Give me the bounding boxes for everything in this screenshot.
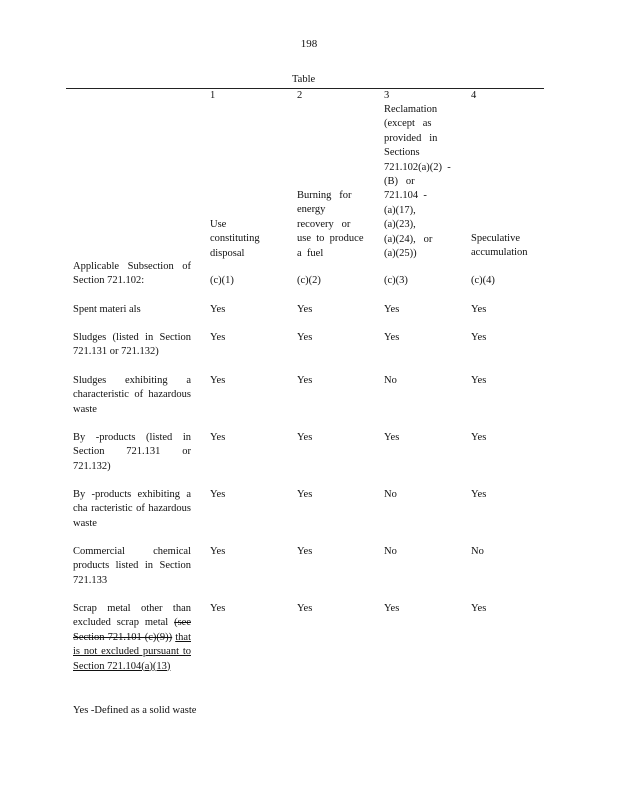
inserted-text: that is not excluded pursuant to Section 721.104(a)(13) bbox=[73, 631, 191, 672]
stub-heading: Applicable Subsection of Section 721.102: bbox=[73, 261, 191, 287]
table-cell: No bbox=[384, 489, 397, 500]
table-cell: Yes bbox=[210, 304, 226, 315]
table-cell: Yes bbox=[297, 603, 313, 614]
table-cell: Yes bbox=[471, 375, 487, 386]
table-cell: Yes bbox=[297, 432, 313, 443]
row-label-sludges-listed: Sludges (listed in Section 721.131 or 721.132) bbox=[73, 332, 191, 358]
row-label-byproducts-listed: By -products (listed in Section 721.131 or 721.132) bbox=[73, 432, 191, 472]
table-cell: Yes bbox=[471, 304, 487, 315]
table-cell: Yes bbox=[210, 375, 226, 386]
column-4-number: 4 bbox=[471, 90, 477, 101]
deleted-text: (see Section 721.101 (c)(9)) bbox=[73, 617, 191, 643]
column-3-code: (c)(3) bbox=[384, 275, 408, 286]
column-4-code: (c)(4) bbox=[471, 275, 495, 286]
row-label-commercial-chemical-products: Commercial chemical products listed in Section 721.133 bbox=[73, 546, 191, 586]
column-3-number: 3 bbox=[384, 90, 390, 101]
table-cell: Yes bbox=[297, 489, 313, 500]
table-cell: Yes bbox=[384, 332, 400, 343]
column-2-code: (c)(2) bbox=[297, 275, 321, 286]
table-cell: Yes bbox=[210, 546, 226, 557]
table-cell: Yes bbox=[297, 304, 313, 315]
row-label-byproducts-characteristic: By -products exhibiting a cha racteristic of hazardous waste bbox=[73, 489, 191, 529]
table-cell: Yes bbox=[471, 332, 487, 343]
row-label-sludges-characteristic: Sludges exhibiting a characteristic of hazardous waste bbox=[73, 375, 191, 415]
table-cell: Yes bbox=[210, 603, 226, 614]
column-2-heading: Burning for energy recovery or use to produce a fuel bbox=[297, 190, 364, 259]
table-cell: Yes bbox=[471, 432, 487, 443]
table-cell: Yes bbox=[297, 546, 313, 557]
column-4-heading: Speculative accumulation bbox=[471, 233, 528, 259]
table-caption: Table bbox=[292, 74, 316, 85]
column-1-code: (c)(1) bbox=[210, 275, 234, 286]
table-cell: No bbox=[384, 375, 397, 386]
table-cell: Yes bbox=[210, 489, 226, 500]
table-cell: Yes bbox=[471, 603, 487, 614]
table-cell: Yes bbox=[297, 332, 313, 343]
table-cell: No bbox=[471, 546, 484, 557]
table-footnote: Yes -Defined as a solid waste bbox=[73, 705, 197, 716]
column-1-number: 1 bbox=[210, 90, 216, 101]
row-label-spent-materials: Spent materi als bbox=[73, 304, 141, 315]
column-2-number: 2 bbox=[297, 90, 303, 101]
table-cell: Yes bbox=[471, 489, 487, 500]
column-1-heading: Use constituting disposal bbox=[210, 219, 260, 259]
row-label-scrap-metal bbox=[73, 602, 191, 674]
table-cell: Yes bbox=[210, 432, 226, 443]
page-number: 198 bbox=[300, 38, 318, 50]
column-3-heading: Reclamation (except as provided in Sections 721.102(a)(2) - (B) or 721.104 - (a)(17), (a)(23), (a)(24), or (a)(25)) bbox=[384, 104, 451, 260]
table-cell: Yes bbox=[384, 603, 400, 614]
table-cell: Yes bbox=[384, 432, 400, 443]
table-cell: Yes bbox=[384, 304, 400, 315]
scrap-metal-label-text: Scrap metal other than excluded scrap metal bbox=[73, 603, 191, 629]
table-cell: Yes bbox=[297, 375, 313, 386]
table-cell: Yes bbox=[210, 332, 226, 343]
table-cell: No bbox=[384, 546, 397, 557]
